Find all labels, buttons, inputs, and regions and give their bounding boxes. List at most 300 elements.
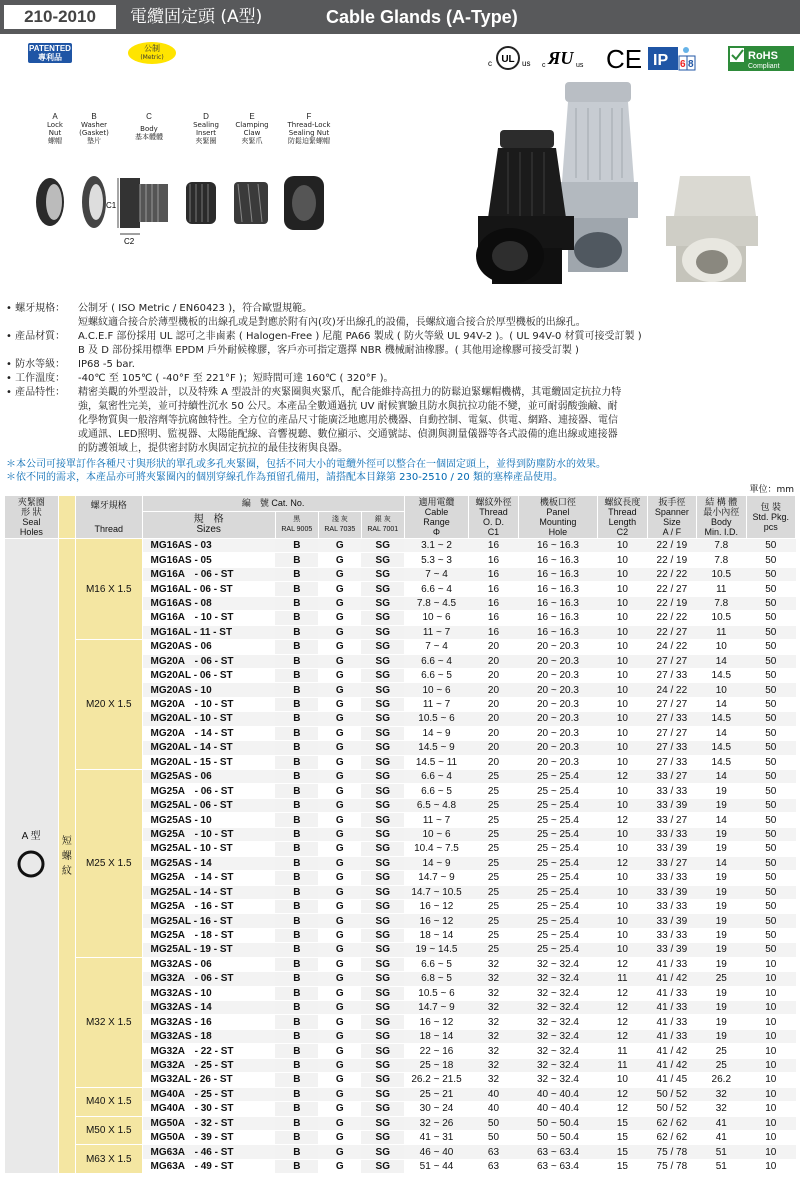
color-black-cell: B <box>275 784 318 798</box>
spanner-cell: 33 / 33 <box>647 928 696 942</box>
model-cell: MG16A - 06 - ST <box>142 567 275 581</box>
body-id-cell: 14 <box>697 697 746 711</box>
spanner-cell: 33 / 27 <box>647 770 696 784</box>
pkg-cell: 50 <box>746 899 796 913</box>
panel-hole-cell: 20 ~ 20.3 <box>518 755 598 769</box>
model-cell: MG20AL - 15 - ST <box>142 755 275 769</box>
spanner-cell: 41 / 42 <box>647 1044 696 1058</box>
spanner-cell: 33 / 33 <box>647 784 696 798</box>
color-lightgrey-cell: G <box>318 596 361 610</box>
color-black-cell: B <box>275 596 318 610</box>
spanner-cell: 41 / 45 <box>647 1073 696 1087</box>
color-black-cell: B <box>275 755 318 769</box>
cable-range-cell: 6.6 ~ 4 <box>404 582 468 596</box>
thread-od-cell: 25 <box>469 784 518 798</box>
color-lightgrey-cell: G <box>318 1159 361 1173</box>
cul-listed-icon <box>488 47 530 69</box>
pkg-cell: 10 <box>746 1159 796 1173</box>
thread-od-cell: 32 <box>469 1058 518 1072</box>
color-lightgrey-cell: G <box>318 899 361 913</box>
col-length: 螺紋長度 Thread Length C2 <box>598 496 647 539</box>
body-id-cell: 19 <box>697 885 746 899</box>
svg-text:8: 8 <box>688 59 694 70</box>
cable-range-cell: 10 ~ 6 <box>404 683 468 697</box>
pkg-cell: 50 <box>746 928 796 942</box>
thread-length-cell: 10 <box>598 553 647 567</box>
color-lightgrey-cell: G <box>318 842 361 856</box>
part-label-a: A Lock Nut 螺帽 <box>47 112 63 145</box>
spanner-cell: 22 / 27 <box>647 625 696 639</box>
spanner-cell: 41 / 42 <box>647 972 696 986</box>
part-label-b: B Washer (Gasket) 墊片 <box>79 112 109 145</box>
thread-length-cell: 12 <box>598 986 647 1000</box>
spanner-cell: 62 / 62 <box>647 1130 696 1144</box>
pkg-cell: 50 <box>746 784 796 798</box>
pkg-cell: 50 <box>746 539 796 553</box>
part-label-c: C Body 基本體體 <box>135 112 163 141</box>
thread-cell: M63 X 1.5 <box>75 1145 142 1174</box>
thread-od-cell: 20 <box>469 755 518 769</box>
panel-hole-cell: 32 ~ 32.4 <box>518 1001 598 1015</box>
thread-length-cell: 12 <box>598 856 647 870</box>
body-id-cell: 10.5 <box>697 611 746 625</box>
body-id-cell: 10 <box>697 683 746 697</box>
body-id-cell: 11 <box>697 625 746 639</box>
color-silvergrey-cell: SG <box>361 770 404 784</box>
col-spanner: 扳手徑 Spanner Size A / F <box>647 496 696 539</box>
thread-od-cell: 25 <box>469 842 518 856</box>
cable-range-cell: 10 ~ 6 <box>404 611 468 625</box>
panel-hole-cell: 25 ~ 25.4 <box>518 871 598 885</box>
thread-od-cell: 25 <box>469 856 518 870</box>
thread-od-cell: 25 <box>469 770 518 784</box>
color-lightgrey-cell: G <box>318 1073 361 1087</box>
pkg-cell: 50 <box>746 842 796 856</box>
col-body: 結 構 體 最小內徑 Body Min. I.D. <box>697 496 746 539</box>
spanner-cell: 33 / 33 <box>647 899 696 913</box>
col-thread: 螺牙規格 Thread <box>75 496 142 539</box>
panel-hole-cell: 20 ~ 20.3 <box>518 668 598 682</box>
model-cell: MG25AL - 16 - ST <box>142 914 275 928</box>
col-seal: 夾緊圈 形 狀 Seal Holes <box>5 496 59 539</box>
cable-range-cell: 6.6 ~ 5 <box>404 957 468 971</box>
color-black-cell: B <box>275 668 318 682</box>
color-lightgrey-cell: G <box>318 1087 361 1101</box>
table-row <box>5 957 796 971</box>
thread-length-cell: 10 <box>598 827 647 841</box>
panel-hole-cell: 16 ~ 16.3 <box>518 582 598 596</box>
ip68-icon <box>648 47 695 70</box>
cable-range-cell: 7 ~ 4 <box>404 567 468 581</box>
cable-range-cell: 19 ~ 14.5 <box>404 943 468 957</box>
color-lightgrey-cell: G <box>318 827 361 841</box>
model-cell: MG32A - 06 - ST <box>142 972 275 986</box>
color-lightgrey-cell: G <box>318 654 361 668</box>
svg-text:IP: IP <box>653 52 669 69</box>
panel-hole-cell: 63 ~ 63.4 <box>518 1145 598 1159</box>
thread-length-cell: 10 <box>598 755 647 769</box>
cable-range-cell: 10 ~ 6 <box>404 827 468 841</box>
thread-od-cell: 32 <box>469 1073 518 1087</box>
pkg-cell: 10 <box>746 1130 796 1144</box>
spanner-cell: 75 / 78 <box>647 1145 696 1159</box>
cable-range-cell: 14.7 ~ 10.5 <box>404 885 468 899</box>
color-black-cell: B <box>275 712 318 726</box>
body-id-cell: 19 <box>697 784 746 798</box>
panel-hole-cell: 20 ~ 20.3 <box>518 697 598 711</box>
thread-length-cell: 10 <box>598 842 647 856</box>
model-cell: MG32AL - 26 - ST <box>142 1073 275 1087</box>
color-silvergrey-cell: SG <box>361 611 404 625</box>
thread-od-cell: 50 <box>469 1116 518 1130</box>
thread-length-cell: 12 <box>598 1087 647 1101</box>
color-black-cell: B <box>275 1058 318 1072</box>
pkg-cell: 10 <box>746 1145 796 1159</box>
body-icon <box>120 178 168 228</box>
body-id-cell: 14.5 <box>697 741 746 755</box>
cable-range-cell: 14.5 ~ 11 <box>404 755 468 769</box>
panel-hole-cell: 32 ~ 32.4 <box>518 1029 598 1043</box>
model-cell: MG25AS - 14 <box>142 856 275 870</box>
body-id-cell: 14.5 <box>697 755 746 769</box>
part-label-e: E Clamping Claw 夾緊爪 <box>235 112 269 145</box>
spanner-cell: 33 / 27 <box>647 856 696 870</box>
thread-od-cell: 16 <box>469 539 518 553</box>
sealing-insert-icon <box>186 182 216 224</box>
svg-text:C2: C2 <box>124 237 135 246</box>
model-cell: MG16AL - 11 - ST <box>142 625 275 639</box>
model-cell: MG40A - 25 - ST <box>142 1087 275 1101</box>
thread-length-cell: 10 <box>598 1073 647 1087</box>
panel-hole-cell: 25 ~ 25.4 <box>518 842 598 856</box>
thread-length-cell: 15 <box>598 1116 647 1130</box>
color-silvergrey-cell: SG <box>361 539 404 553</box>
thread-length-cell: 10 <box>598 654 647 668</box>
svg-text:us: us <box>522 59 531 68</box>
page-title-en: Cable Glands (A-Type) <box>326 7 518 27</box>
pkg-cell: 50 <box>746 914 796 928</box>
pkg-cell: 50 <box>746 625 796 639</box>
cable-range-cell: 46 ~ 40 <box>404 1145 468 1159</box>
color-silvergrey-cell: SG <box>361 972 404 986</box>
panel-hole-cell: 20 ~ 20.3 <box>518 741 598 755</box>
model-cell: MG32AS - 14 <box>142 1001 275 1015</box>
panel-hole-cell: 32 ~ 32.4 <box>518 1015 598 1029</box>
note-material: • 產品材質： A.C.E.F 部份採用 UL 認可之非鹵素 ( Halogen-Free ) 尼龍 PA66 製成 ( 防火等級 UL 94V-2 )。( UL 94V-0 材質可接受訂製 ) B 及 D 部份採用標準 EPDM 戶外耐候橡膠，客戶亦可指定選擇 NBR 機械耐油橡膠。( 其他用途橡膠可接受訂製 ) <box>6 331 642 356</box>
color-silvergrey-cell: SG <box>361 914 404 928</box>
pkg-cell: 10 <box>746 1015 796 1029</box>
thread-cell: M32 X 1.5 <box>75 957 142 1087</box>
body-id-cell: 19 <box>697 914 746 928</box>
pkg-cell: 10 <box>746 1029 796 1043</box>
thread-length-cell: 15 <box>598 1145 647 1159</box>
model-cell: MG16AS - 05 <box>142 553 275 567</box>
spanner-cell: 41 / 33 <box>647 957 696 971</box>
thread-od-cell: 16 <box>469 596 518 610</box>
thread-length-cell: 12 <box>598 1015 647 1029</box>
spanner-cell: 27 / 33 <box>647 712 696 726</box>
pkg-cell: 50 <box>746 813 796 827</box>
panel-hole-cell: 32 ~ 32.4 <box>518 957 598 971</box>
color-black-cell: B <box>275 798 318 812</box>
model-cell: MG20AS - 10 <box>142 683 275 697</box>
short-thread-cell: 短 螺 紋 <box>58 539 75 1174</box>
cable-range-cell: 16 ~ 12 <box>404 899 468 913</box>
color-black-cell: B <box>275 539 318 553</box>
color-silvergrey-cell: SG <box>361 1029 404 1043</box>
color-silvergrey-cell: SG <box>361 957 404 971</box>
svg-text:C1: C1 <box>106 201 117 210</box>
color-silvergrey-cell: SG <box>361 567 404 581</box>
model-cell: MG25A - 16 - ST <box>142 899 275 913</box>
color-silvergrey-cell: SG <box>361 596 404 610</box>
pkg-cell: 50 <box>746 697 796 711</box>
thread-length-cell: 12 <box>598 957 647 971</box>
color-lightgrey-cell: G <box>318 1116 361 1130</box>
body-id-cell: 14 <box>697 654 746 668</box>
table-row <box>5 539 796 553</box>
spanner-cell: 22 / 27 <box>647 582 696 596</box>
part-label-f: F Thread-Lock Sealing Nut 防鬆迫緊螺帽 <box>287 112 331 145</box>
thread-od-cell: 20 <box>469 741 518 755</box>
pkg-cell: 50 <box>746 683 796 697</box>
panel-hole-cell: 16 ~ 16.3 <box>518 553 598 567</box>
panel-hole-cell: 16 ~ 16.3 <box>518 539 598 553</box>
color-silvergrey-cell: SG <box>361 683 404 697</box>
model-cell: MG20AL - 10 - ST <box>142 712 275 726</box>
pkg-cell: 10 <box>746 1001 796 1015</box>
color-lightgrey-cell: G <box>318 755 361 769</box>
cable-range-cell: 22 ~ 16 <box>404 1044 468 1058</box>
color-black-cell: B <box>275 871 318 885</box>
color-black-cell: B <box>275 1130 318 1144</box>
note-waterproof: • 防水等級： IP68 -5 bar. <box>6 359 135 370</box>
panel-hole-cell: 40 ~ 40.4 <box>518 1102 598 1116</box>
unit-label: 單位：mm <box>749 485 794 495</box>
model-cell: MG16AL - 06 - ST <box>142 582 275 596</box>
model-cell: MG20AL - 06 - ST <box>142 668 275 682</box>
thread-od-cell: 25 <box>469 899 518 913</box>
col-od: 螺紋外徑 Thread O. D. C1 <box>469 496 518 539</box>
model-cell: MG63A - 49 - ST <box>142 1159 275 1173</box>
panel-hole-cell: 25 ~ 25.4 <box>518 899 598 913</box>
pkg-cell: 50 <box>746 654 796 668</box>
panel-hole-cell: 32 ~ 32.4 <box>518 1058 598 1072</box>
thread-length-cell: 10 <box>598 899 647 913</box>
color-black-cell: B <box>275 567 318 581</box>
svg-text:ЯU: ЯU <box>548 48 574 68</box>
page-title-zh: 電纜固定頭 (A型) <box>130 7 263 27</box>
spanner-cell: 33 / 39 <box>647 842 696 856</box>
color-silvergrey-cell: SG <box>361 741 404 755</box>
thread-od-cell: 32 <box>469 972 518 986</box>
cable-range-cell: 6.6 ~ 4 <box>404 770 468 784</box>
spanner-cell: 33 / 39 <box>647 885 696 899</box>
panel-hole-cell: 20 ~ 20.3 <box>518 726 598 740</box>
thread-od-cell: 32 <box>469 1044 518 1058</box>
thread-od-cell: 32 <box>469 1029 518 1043</box>
cable-range-cell: 16 ~ 12 <box>404 914 468 928</box>
thread-od-cell: 20 <box>469 683 518 697</box>
color-black-cell: B <box>275 726 318 740</box>
color-silvergrey-cell: SG <box>361 697 404 711</box>
body-id-cell: 19 <box>697 899 746 913</box>
cable-range-cell: 14.5 ~ 9 <box>404 741 468 755</box>
color-lightgrey-cell: G <box>318 553 361 567</box>
color-silvergrey-cell: SG <box>361 640 404 654</box>
color-black-cell: B <box>275 885 318 899</box>
color-silvergrey-cell: SG <box>361 668 404 682</box>
thread-od-cell: 20 <box>469 726 518 740</box>
thread-length-cell: 11 <box>598 1058 647 1072</box>
rohs-compliant-icon <box>728 46 794 71</box>
body-id-cell: 41 <box>697 1116 746 1130</box>
thread-length-cell: 10 <box>598 683 647 697</box>
thread-length-cell: 12 <box>598 1102 647 1116</box>
cur-recognized-icon <box>542 48 584 69</box>
pkg-cell: 10 <box>746 972 796 986</box>
color-black-cell: B <box>275 827 318 841</box>
panel-hole-cell: 16 ~ 16.3 <box>518 596 598 610</box>
lock-nut-icon <box>36 178 64 226</box>
body-id-cell: 10 <box>697 640 746 654</box>
cable-range-cell: 30 ~ 24 <box>404 1102 468 1116</box>
col-lightgrey: 淺 灰 RAL 7035 <box>318 511 361 538</box>
thread-od-cell: 16 <box>469 553 518 567</box>
pkg-cell: 50 <box>746 755 796 769</box>
color-lightgrey-cell: G <box>318 1044 361 1058</box>
thread-cell: M40 X 1.5 <box>75 1087 142 1116</box>
color-silvergrey-cell: SG <box>361 1058 404 1072</box>
cable-range-cell: 41 ~ 31 <box>404 1130 468 1144</box>
washer-icon <box>82 176 106 228</box>
body-id-cell: 19 <box>697 1029 746 1043</box>
pkg-cell: 50 <box>746 712 796 726</box>
col-silvergrey: 銀 灰 RAL 7001 <box>361 511 404 538</box>
model-cell: MG16A - 10 - ST <box>142 611 275 625</box>
color-black-cell: B <box>275 1159 318 1173</box>
part-label-d: D Sealing Insert 夾緊圈 <box>193 112 219 145</box>
pkg-cell: 50 <box>746 640 796 654</box>
cable-range-cell: 18 ~ 14 <box>404 928 468 942</box>
ce-mark-icon: CE <box>606 44 643 72</box>
color-silvergrey-cell: SG <box>361 1145 404 1159</box>
body-id-cell: 51 <box>697 1159 746 1173</box>
color-silvergrey-cell: SG <box>361 1073 404 1087</box>
thread-cell: M25 X 1.5 <box>75 770 142 958</box>
model-cell: MG32AS - 10 <box>142 986 275 1000</box>
color-black-cell: B <box>275 654 318 668</box>
spanner-cell: 22 / 22 <box>647 611 696 625</box>
cable-range-cell: 11 ~ 7 <box>404 625 468 639</box>
cable-range-cell: 16 ~ 12 <box>404 1015 468 1029</box>
thread-length-cell: 12 <box>598 1001 647 1015</box>
pkg-cell: 50 <box>746 741 796 755</box>
color-lightgrey-cell: G <box>318 640 361 654</box>
thread-length-cell: 10 <box>598 697 647 711</box>
body-id-cell: 7.8 <box>697 539 746 553</box>
color-black-cell: B <box>275 1015 318 1029</box>
thread-length-cell: 10 <box>598 914 647 928</box>
color-lightgrey-cell: G <box>318 1029 361 1043</box>
color-lightgrey-cell: G <box>318 856 361 870</box>
color-black-cell: B <box>275 914 318 928</box>
svg-text:c: c <box>542 62 546 69</box>
spanner-cell: 22 / 19 <box>647 596 696 610</box>
cable-range-cell: 32 ~ 26 <box>404 1116 468 1130</box>
color-lightgrey-cell: G <box>318 1130 361 1144</box>
body-id-cell: 7.8 <box>697 596 746 610</box>
color-lightgrey-cell: G <box>318 668 361 682</box>
color-silvergrey-cell: SG <box>361 726 404 740</box>
body-id-cell: 26.2 <box>697 1073 746 1087</box>
panel-hole-cell: 25 ~ 25.4 <box>518 856 598 870</box>
color-lightgrey-cell: G <box>318 582 361 596</box>
body-id-cell: 25 <box>697 972 746 986</box>
thread-od-cell: 25 <box>469 827 518 841</box>
color-lightgrey-cell: G <box>318 539 361 553</box>
pkg-cell: 50 <box>746 798 796 812</box>
pkg-cell: 10 <box>746 1102 796 1116</box>
body-id-cell: 51 <box>697 1145 746 1159</box>
color-black-cell: B <box>275 943 318 957</box>
thread-od-cell: 20 <box>469 712 518 726</box>
color-black-cell: B <box>275 1102 318 1116</box>
cable-range-cell: 5.3 ~ 3 <box>404 553 468 567</box>
spanner-cell: 41 / 33 <box>647 1015 696 1029</box>
pkg-cell: 50 <box>746 856 796 870</box>
color-black-cell: B <box>275 1145 318 1159</box>
color-silvergrey-cell: SG <box>361 1102 404 1116</box>
table-row <box>5 640 796 654</box>
color-black-cell: B <box>275 683 318 697</box>
color-lightgrey-cell: G <box>318 770 361 784</box>
panel-hole-cell: 25 ~ 25.4 <box>518 827 598 841</box>
body-id-cell: 14 <box>697 770 746 784</box>
color-black-cell: B <box>275 972 318 986</box>
thread-length-cell: 10 <box>598 596 647 610</box>
cable-range-cell: 6.6 ~ 4 <box>404 654 468 668</box>
spanner-cell: 27 / 27 <box>647 726 696 740</box>
color-lightgrey-cell: G <box>318 712 361 726</box>
body-id-cell: 19 <box>697 943 746 957</box>
thread-length-cell: 12 <box>598 770 647 784</box>
color-black-cell: B <box>275 625 318 639</box>
color-silvergrey-cell: SG <box>361 885 404 899</box>
model-cell: MG25A - 18 - ST <box>142 928 275 942</box>
model-cell: MG20AL - 14 - ST <box>142 741 275 755</box>
panel-hole-cell: 40 ~ 40.4 <box>518 1087 598 1101</box>
spanner-cell: 41 / 33 <box>647 1001 696 1015</box>
color-silvergrey-cell: SG <box>361 856 404 870</box>
thread-length-cell: 10 <box>598 798 647 812</box>
cable-range-cell: 11 ~ 7 <box>404 813 468 827</box>
spanner-cell: 41 / 42 <box>647 1058 696 1072</box>
spanner-cell: 22 / 19 <box>647 553 696 567</box>
cable-gland-beige-icon <box>666 176 758 282</box>
color-lightgrey-cell: G <box>318 726 361 740</box>
col-sizes: 規 格 Sizes <box>142 511 275 538</box>
thread-od-cell: 63 <box>469 1145 518 1159</box>
spanner-cell: 24 / 22 <box>647 640 696 654</box>
panel-hole-cell: 16 ~ 16.3 <box>518 611 598 625</box>
thread-length-cell: 12 <box>598 1029 647 1043</box>
color-lightgrey-cell: G <box>318 1058 361 1072</box>
pkg-cell: 50 <box>746 871 796 885</box>
model-cell: MG32AS - 18 <box>142 1029 275 1043</box>
panel-hole-cell: 25 ~ 25.4 <box>518 813 598 827</box>
spanner-cell: 27 / 33 <box>647 755 696 769</box>
